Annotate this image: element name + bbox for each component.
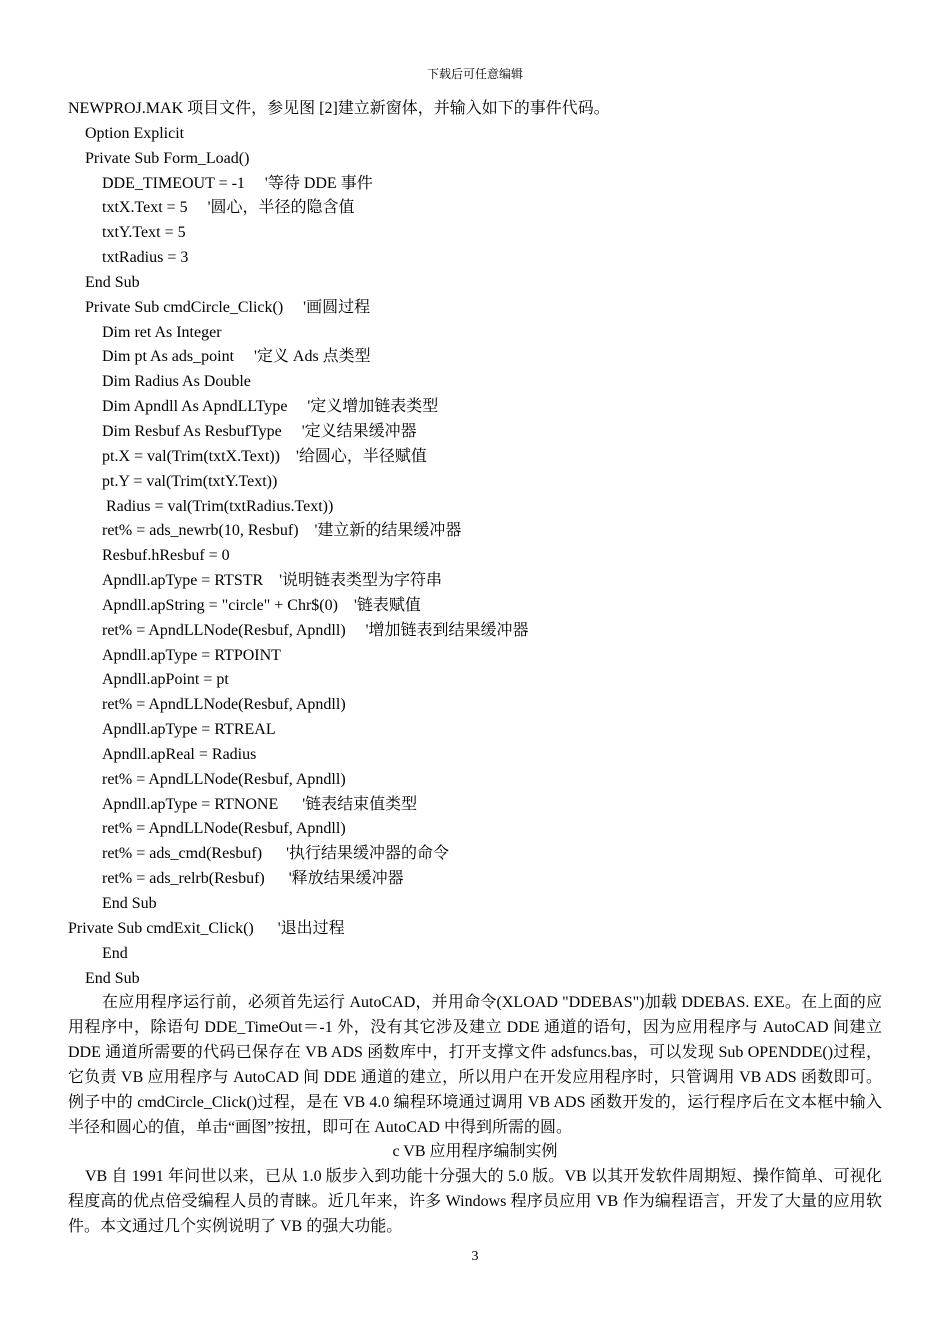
code-line: Resbuf.hResbuf = 0 bbox=[102, 547, 230, 565]
page-number: 3 bbox=[471, 1249, 479, 1264]
code-block bbox=[68, 122, 882, 992]
page-header: 下载后可任意编辑 bbox=[426, 67, 523, 81]
code-line: ret% = ads_newrb(10, Resbuf) '建立新的结果缓冲器 bbox=[102, 522, 462, 540]
code-line: Apndll.apReal = Radius bbox=[102, 745, 257, 763]
code-line: DDE_TIMEOUT = -1 '等待 DDE 事件 bbox=[102, 174, 373, 192]
intro-line: NEWPROJ.MAK 项目文件，参见图 [2]建立新窗体，并输入如下的事件代码。 bbox=[68, 100, 610, 117]
code-line: End bbox=[102, 944, 128, 962]
code-line: Apndll.apPoint = pt bbox=[102, 671, 229, 689]
body-paragraph: 在应用程序运行前，必须首先运行 AutoCAD，并用命令(XLOAD "DDEBAS")加载 DDEBAS. EXE。在上面的应用程序中，除语句 DDE_TimeOut＝-1 外，没有其它涉及建立 DDE 通道的语句，因为应用程序与 AutoCAD 间建立 DDE 通道所需要的代码已保存在 VB ADS 函数库中，打开支撑文件 adsfuncs.bas，可以发现 Sub OPENDDE()过程，它负责 VB 应用程序与 AutoCAD 间 DDE 通道的建立，所以用户在开发应用程序时，只管调用 VB ADS 函数即可。例子中的 cmdCircle_Click()过程，是在 VB 4.0 编程环境通过调用 VB ADS 函数开发的，运行程序后在文本框中输入半径和圆心的值，单击“画图”按扭，即可在 AutoCAD 中得到所需的圆。 bbox=[68, 994, 882, 1136]
code-line: Dim pt As ads_point '定义 Ads 点类型 bbox=[102, 348, 371, 366]
code-line: Private Sub cmdExit_Click() '退出过程 bbox=[68, 919, 345, 937]
code-line: Dim Resbuf As ResbufType '定义结果缓冲器 bbox=[102, 422, 417, 440]
code-line: txtY.Text = 5 bbox=[102, 224, 186, 242]
code-line: pt.Y = val(Trim(txtY.Text)) bbox=[102, 472, 278, 490]
code-line: txtRadius = 3 bbox=[102, 249, 189, 267]
code-line: Option Explicit bbox=[85, 124, 185, 142]
code-line: Apndll.apType = RTSTR '说明链表类型为字符串 bbox=[102, 572, 443, 590]
section-title: c VB 应用程序编制实例 bbox=[392, 1143, 558, 1161]
code-line: ret% = ads_cmd(Resbuf) '执行结果缓冲器的命令 bbox=[102, 845, 449, 863]
code-line: ret% = ApndLLNode(Resbuf, Apndll) bbox=[102, 696, 346, 714]
code-line: End Sub bbox=[85, 273, 140, 291]
code-line: Apndll.apType = RTNONE '链表结束值类型 bbox=[102, 795, 418, 813]
body-paragraph: VB 自 1991 年问世以来，已从 1.0 版步入到功能十分强大的 5.0 版。VB 以其开发软件周期短、操作简单、可视化程度高的优点倍受编程人员的青睐。近几年来，许多 Windows 程序员应用 VB 作为编程语言，开发了大量的应用软件。本文通过几个实例说明了 VB 的强大功能。 bbox=[68, 1168, 882, 1235]
code-line: Dim ret As Integer bbox=[102, 323, 222, 341]
code-line: pt.X = val(Trim(txtX.Text)) '给圆心，半径赋值 bbox=[102, 447, 427, 465]
code-line: Apndll.apString = "circle" + Chr$(0) '链表赋值 bbox=[102, 596, 421, 614]
code-line: txtX.Text = 5 '圆心，半径的隐含值 bbox=[102, 199, 355, 217]
code-line: Apndll.apType = RTREAL bbox=[102, 721, 276, 739]
code-line: End Sub bbox=[102, 895, 157, 912]
code-line: ret% = ads_relrb(Resbuf) '释放结果缓冲器 bbox=[102, 870, 404, 888]
code-line: Apndll.apType = RTPOINT bbox=[102, 646, 281, 664]
code-line: End Sub bbox=[85, 969, 140, 987]
code-line: Dim Apndll As ApndLLType '定义增加链表类型 bbox=[102, 398, 439, 416]
code-line: Dim Radius As Double bbox=[102, 373, 251, 391]
code-line: ret% = ApndLLNode(Resbuf, Apndll) bbox=[102, 770, 346, 788]
code-line: ret% = ApndLLNode(Resbuf, Apndll) '增加链表到结果缓冲器 bbox=[102, 621, 529, 639]
code-line: Private Sub Form_Load() bbox=[85, 149, 250, 167]
code-line: Private Sub cmdCircle_Click() '画圆过程 bbox=[85, 298, 371, 316]
code-line: Radius = val(Trim(txtRadius.Text)) bbox=[102, 497, 334, 515]
document-body bbox=[68, 97, 882, 1240]
code-line: ret% = ApndLLNode(Resbuf, Apndll) bbox=[102, 820, 346, 838]
